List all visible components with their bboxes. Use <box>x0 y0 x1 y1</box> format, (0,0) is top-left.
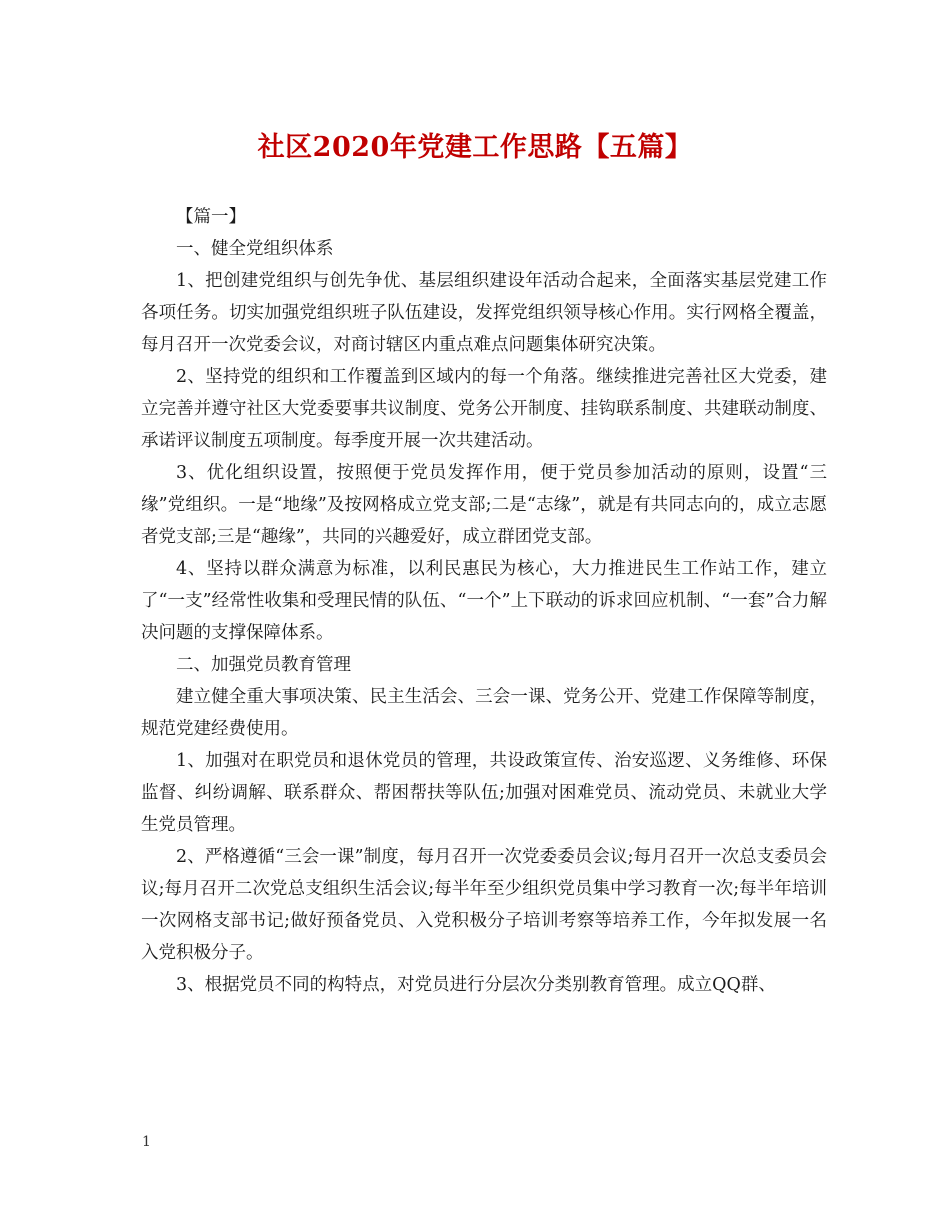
heading-one: 一、健全党组织体系 <box>176 239 334 259</box>
paragraph: 1、加强对在职党员和退休党员的管理，共设政策宣传、治安巡逻、义务维修、环保监督、纠纷调解、联系群众、帮困帮扶等队伍;加强对困难党员、流动党员、未就业大学生党员管理。 <box>141 751 827 835</box>
paragraph: 3、优化组织设置，按照便于党员发挥作用，便于党员参加活动的原则，设置“三缘”党组织。一是“地缘”及按网格成立党支部;二是“志缘”，就是有共同志向的，成立志愿者党支部;三是“趣缘”，共同的兴趣爱好，成立群团党支部。 <box>141 463 827 547</box>
section-label: 【篇一】 <box>176 207 246 227</box>
document-body <box>141 201 827 1001</box>
paragraph: 2、坚持党的组织和工作覆盖到区域内的每一个角落。继续推进完善社区大党委，建立完善并遵守社区大党委要事共议制度、党务公开制度、挂钩联系制度、共建联动制度、承诺评议制度五项制度。每季度开展一次共建活动。 <box>141 367 827 451</box>
paragraph: 4、坚持以群众满意为标准，以利民惠民为核心，大力推进民生工作站工作，建立了“一支”经常性收集和受理民情的队伍、“一个”上下联动的诉求回应机制、“一套”合力解决问题的支撑保障体系。 <box>141 559 827 643</box>
paragraph: 3、根据党员不同的构特点，对党员进行分层次分类别教育管理。成立QQ群、 <box>176 975 776 995</box>
page-number: 1 <box>142 1134 151 1150</box>
paragraph: 建立健全重大事项决策、民主生活会、三会一课、党务公开、党建工作保障等制度，规范党建经费使用。 <box>141 687 827 739</box>
paragraph: 2、严格遵循“三会一课”制度，每月召开一次党委委员会议;每月召开一次总支委员会议;每月召开二次党总支组织生活会议;每半年至少组织党员集中学习教育一次;每半年培训一次网格支部书记;做好预备党员、入党积极分子培训考察等培养工作，今年拟发展一名入党积极分子。 <box>141 847 827 963</box>
paragraph: 1、把创建党组织与创先争优、基层组织建设年活动合起来，全面落实基层党建工作各项任务。切实加强党组织班子队伍建设，发挥党组织领导核心作用。实行网格全覆盖，每月召开一次党委会议，对商讨辖区内重点难点问题集体研究决策。 <box>141 271 827 355</box>
document-title: 社区2020年党建工作思路【五篇】 <box>257 132 693 163</box>
heading-two: 二、加强党员教育管理 <box>176 655 351 675</box>
